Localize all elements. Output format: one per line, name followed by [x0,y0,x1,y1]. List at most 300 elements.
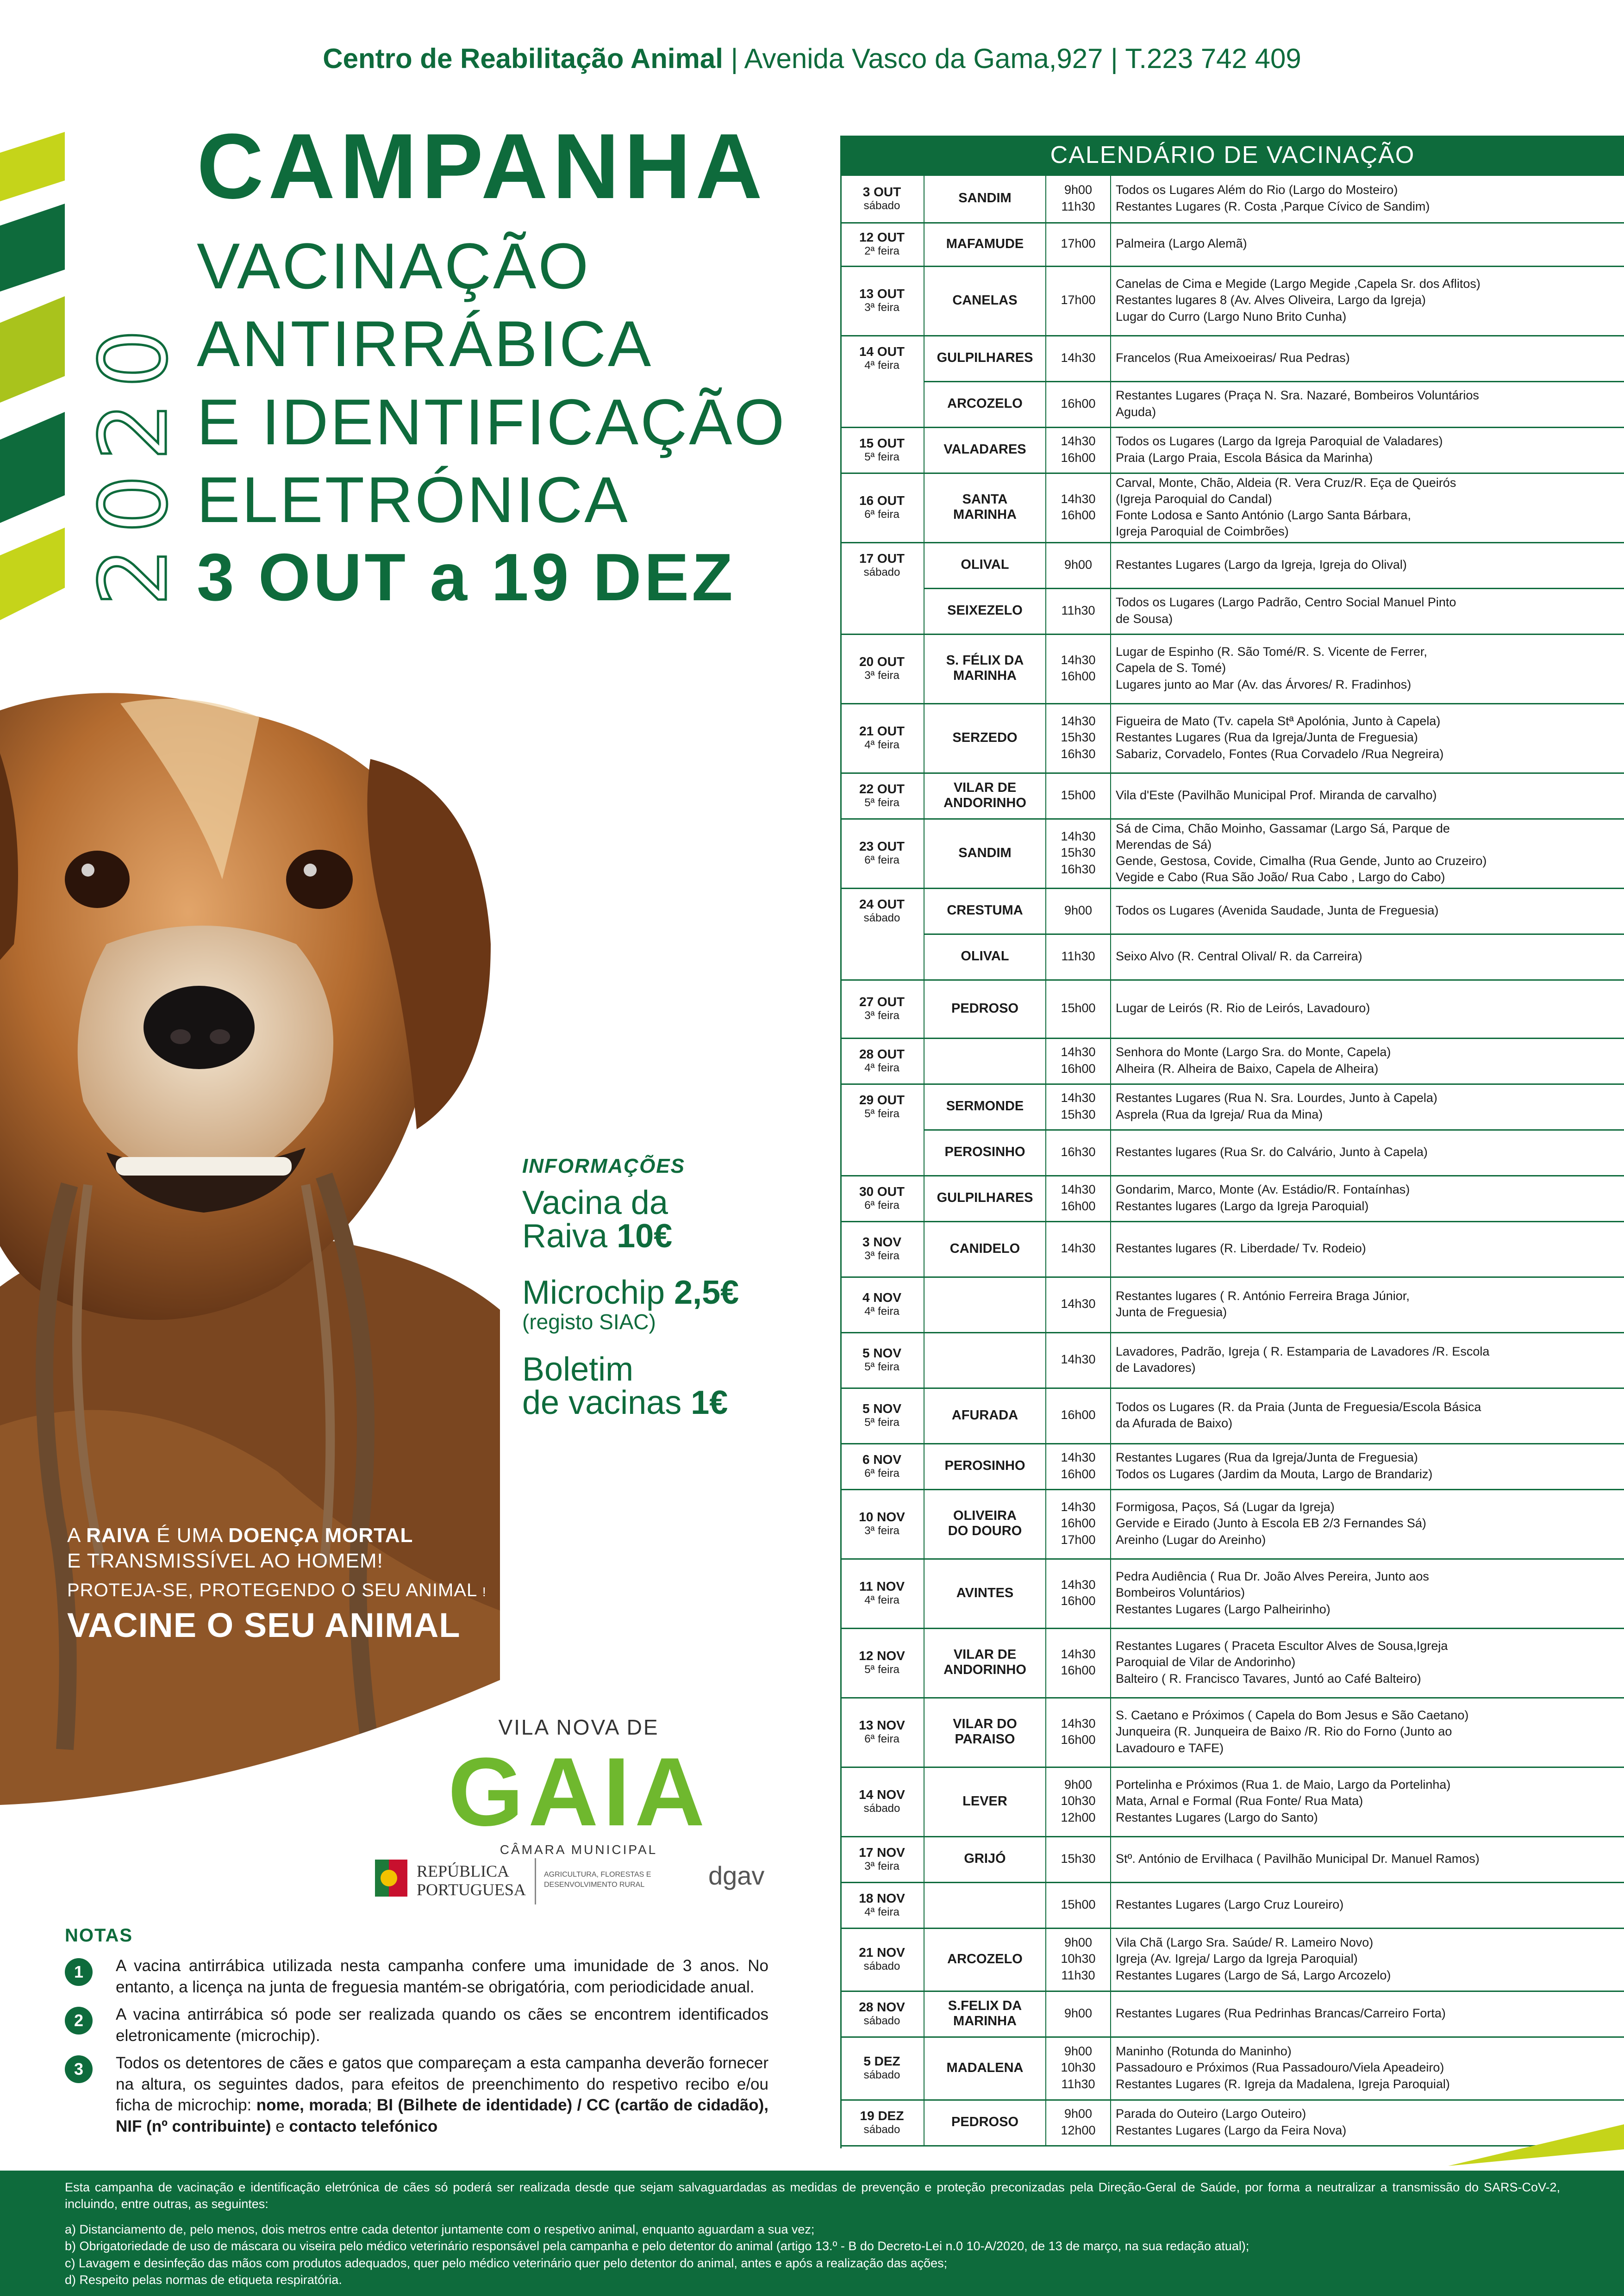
row-place: SANDIM [924,174,1046,222]
row-time: 9h00 12h00 [1046,2099,1111,2145]
row-time: 14h30 [1046,1276,1111,1332]
row-date [840,2099,924,2145]
calendar-row [840,933,1624,979]
row-location: Parada do Outeiro (Largo Outeiro) Restantes Lugares (Largo da Feira Nova) [1116,2107,1347,2137]
row-location: Restantes lugares ( R. António Ferreira Braga Júnior, Junta de Freguesia) [1116,1288,1410,1319]
msg-a: A [67,1524,87,1547]
calendar-row [840,381,1624,427]
note-text-3c: ; [367,2096,377,2114]
row-date-text: 3 NOV 3ª feira [840,1235,924,1263]
row-date [840,588,924,634]
row-place: MAFAMUDE [924,222,1046,266]
org-name: Centro de Reabilitação Animal [323,43,723,74]
row-date [840,979,924,1038]
row-time: 14h30 16h00 [1046,1175,1111,1221]
dog-photo [0,685,500,1833]
row-location: Restantes Lugares (Rua Pedrinhas Brancas/Carreiro Forta) [1116,2006,1446,2020]
gaia-wordmark: GAIA [448,1737,710,1846]
row-time: 14h30 16h00 [1046,1697,1111,1767]
row-date-text: 27 OUT 3ª feira [840,995,924,1022]
row-place: ARCOZELO [924,1928,1046,1991]
gaia-subtitle: CÂMARA MUNICIPAL [500,1842,658,1857]
row-place: AFURADA [924,1388,1046,1443]
row-day-text: 5ª feira [864,1107,899,1120]
row-date-text: 11 NOV 4ª feira [840,1579,924,1607]
row-date [840,2036,924,2099]
row-date [840,1221,924,1276]
row-location: Todos os Lugares (Largo Padrão, Centro Social Manuel Pinto de Sousa) [1116,595,1456,626]
row-separator [840,1083,1624,1085]
campaign-dates: 3 OUT a 19 DEZ [197,540,736,615]
row-separator [840,174,1624,176]
row-date-text: 24 OUT sábado [840,897,924,925]
row-time: 14h30 16h00 17h00 [1046,1489,1111,1558]
row-place: SERZEDO [924,703,1046,772]
calendar-row [840,1991,1624,2036]
notes-title: NOTAS [65,1925,133,1946]
row-separator [840,335,1624,336]
info-title: INFORMAÇÕES [522,1155,685,1177]
row-location: Todos os Lugares (Avenida Saudade, Junta de Freguesia) [1116,903,1439,917]
row-separator [840,2036,1624,2038]
note-text-2: A vacina antirrábica só pode ser realizada quando os cães se encontrem identificados eletronicamente (microchip). [116,2005,768,2045]
row-separator [840,1558,1624,1560]
row-place: OLIVAL [924,542,1046,588]
booklet-price-line [522,1386,809,1419]
row-separator [840,1928,1624,1929]
row-day-text: 3ª feira [864,1860,899,1873]
row-date [840,1697,924,1767]
footer-text [65,2179,1560,2289]
row-separator [840,2099,1624,2101]
row-time: 14h30 16h00 [1046,1443,1111,1489]
row-location: Lavadores, Padrão, Igreja ( R. Estamparia de Lavadores /R. Escola de Lavadores) [1116,1344,1490,1375]
calendar-row [840,588,1624,634]
row-location: Todos os Lugares (R. da Praia (Junta de Freguesia/Escola Básica da Afurada de Baixo) [1116,1400,1481,1430]
row-place: GULPILHARES [924,1175,1046,1221]
row-date-text: 28 OUT 4ª feira [840,1047,924,1075]
row-day-text: 4ª feira [864,1305,899,1318]
row-date-text: 18 NOV 4ª feira [840,1891,924,1919]
row-place: CANIDELO [924,1221,1046,1276]
row-separator [924,1129,1624,1131]
row-time: 17h00 [1046,266,1111,335]
row-separator [840,542,1624,543]
row-location: Carval, Monte, Chão, Aldeia (R. Vera Cruz/R. Eça de Queirós (Igreja Paroquial do Candal) Fonte Lodosa e Santo António (Largo Santa Bárbara, Igreja Paroquial de Coimbrões) [1116,475,1456,539]
row-location: Maninho (Rotunda do Maninho) Passadouro e Próximos (Rua Passadouro/Viela Apeadeiro) Restantes Lugares (R. Igreja da Madalena, Igreja Paroquial) [1116,2044,1450,2091]
row-location: Gondarim, Marco, Monte (Av. Estádio/R. Fontaínhas) Restantes lugares (Largo da Igreja Paroquial) [1116,1182,1410,1213]
row-date [840,174,924,222]
calendar-row [840,1129,1624,1175]
vaccine-label-2: Raiva [522,1218,608,1255]
calendar-row [840,174,1624,222]
row-date [840,888,924,933]
row-day-text: sábado [863,911,900,924]
row-place: SANTA MARINHA [924,473,1046,542]
row-place: GULPILHARES [924,335,1046,381]
row-location: Vila d'Este (Pavilhão Municipal Prof. Miranda de carvalho) [1116,788,1437,802]
row-day-text: sábado [863,1960,900,1972]
row-date-text: 5 NOV 5ª feira [840,1401,924,1429]
decor-stripe-4 [0,412,65,523]
row-place: PEROSINHO [924,1443,1046,1489]
row-place: SEIXEZELO [924,588,1046,634]
calendar-row [840,2036,1624,2099]
row-day-text: 4ª feira [864,1061,899,1074]
note-1 [65,1955,768,1997]
row-date [840,1388,924,1443]
row-date [840,427,924,473]
row-separator [840,1489,1624,1490]
row-time: 15h30 [1046,1836,1111,1882]
dgav-logo: dgav [708,1861,765,1890]
row-time: 9h00 [1046,542,1111,588]
row-date [840,1129,924,1175]
row-day-text: 5ª feira [864,796,899,809]
row-separator [840,979,1624,981]
row-day-text: 2ª feira [864,245,899,257]
row-place: VILAR DE ANDORINHO [924,1628,1046,1697]
row-place [924,1332,1046,1388]
footer-item-c: c) Lavagem e desinfeção das mãos com produtos adequados, quer pelo médico veterinário quer pelo detentor do animal, antes e após a realização das ações; [65,2256,948,2270]
row-date [840,335,924,381]
row-date-text: 13 NOV 6ª feira [840,1718,924,1746]
title-line-1: VACINAÇÃO [197,230,591,302]
booklet-label: Boletim [522,1351,634,1388]
row-date-text: 12 NOV 5ª feira [840,1649,924,1676]
row-day-text: sábado [863,1802,900,1815]
row-date [840,634,924,703]
row-date [840,1038,924,1083]
note-text-3b: nome, morada [256,2096,368,2114]
row-time: 9h00 10h30 12h00 [1046,1767,1111,1836]
microchip-line [522,1276,809,1309]
row-separator [840,1697,1624,1699]
row-place: CANELAS [924,266,1046,335]
protect-text: PROTEJA-SE, PROTEGENDO O SEU ANIMAL [67,1580,477,1600]
row-day-text: 4ª feira [864,1594,899,1606]
row-place: PEDROSO [924,979,1046,1038]
row-place [924,1038,1046,1083]
row-date [840,1628,924,1697]
row-date-text: 29 OUT 5ª feira [840,1093,924,1120]
row-separator [840,888,1624,889]
notes-section [65,1925,768,2143]
row-day-text: 6ª feira [864,1467,899,1480]
row-date [840,222,924,266]
microchip-label: Microchip [522,1274,665,1311]
org-address-phone: | Avenida Vasco da Gama,927 | T.223 742 409 [723,43,1301,74]
row-day-text: 6ª feira [864,508,899,521]
vaccine-label: Vacina da [522,1184,668,1221]
row-location: Restantes Lugares ( Praceta Escultor Alves de Sousa,Igreja Paroquial de Vilar de Andorinho) Balteiro ( R. Francisco Tavares, Juntó ao Café Balteiro) [1116,1639,1448,1686]
row-date [840,381,924,427]
republica-text [417,1862,526,1899]
row-day-text: 3ª feira [864,1009,899,1022]
row-separator [840,266,1624,267]
calendar-row [840,1083,1624,1129]
vaccinate-cta: VACINE O SEU ANIMAL [67,1606,461,1644]
msg-doenca: DOENÇA MORTAL [228,1524,413,1547]
calendar-title: CALENDÁRIO DE VACINAÇÃO [840,136,1624,174]
calendar-row [840,1628,1624,1697]
row-date [840,1489,924,1558]
row-date-text: 17 NOV 3ª feira [840,1845,924,1873]
row-time: 14h30 15h30 16h30 [1046,818,1111,888]
row-date [840,1836,924,1882]
row-separator [840,427,1624,428]
row-date [840,542,924,588]
row-date-text: 21 NOV sábado [840,1945,924,1973]
row-date-text: 3 OUT sábado [840,185,924,212]
row-time: 9h00 11h30 [1046,174,1111,222]
row-date-text: 17 OUT sábado [840,551,924,579]
row-date-text: 4 NOV 4ª feira [840,1290,924,1318]
row-date-text: 22 OUT 5ª feira [840,782,924,809]
row-place: CRESTUMA [924,888,1046,933]
row-day-text: 6ª feira [864,1199,899,1212]
calendar-row [840,1928,1624,1991]
row-date [840,933,924,979]
gaia-logo [417,1715,741,1857]
row-place: OLIVAL [924,933,1046,979]
row-day-text: 6ª feira [864,1733,899,1745]
row-place: SANDIM [924,818,1046,888]
calendar-row [840,266,1624,335]
row-separator [840,222,1624,224]
calendar-row [840,1489,1624,1558]
calendar-row [840,1767,1624,1836]
row-time: 9h00 10h30 11h30 [1046,1928,1111,1991]
row-time: 14h30 16h00 [1046,427,1111,473]
row-date-text: 5 DEZ sábado [840,2054,924,2082]
row-day-text: 5ª feira [864,1416,899,1429]
row-date [840,266,924,335]
row-separator [840,1767,1624,1768]
footer-intro: Esta campanha de vacinação e identificação eletrónica de cães só poderá ser realizada desde que sejam salvaguardadas as medidas de prevenção e proteção preconizadas pela Direção-Geral de Saúde, por forma a neutralizar a transmissão do SARS-CoV-2, incluindo, entre outras, as seguintes: [65,2180,1560,2211]
pricing-info [522,1155,809,1419]
row-date-text: 19 DEZ sábado [840,2109,924,2136]
row-time: 14h30 16h00 [1046,1628,1111,1697]
calendar-row [840,1836,1624,1882]
row-date [840,1083,924,1129]
note-text-3d: BI (Bilhete de identidade) / CC (cartão de cidadão), NIF (nº contribuinte) [116,2096,768,2135]
row-date [840,818,924,888]
row-place: S.FELIX DA MARINHA [924,1991,1046,2036]
row-location: Vila Chã (Largo Sra. Saúde/ R. Lameiro Novo) Igreja (Av. Igreja/ Largo da Igreja Paroquial) Restantes Lugares (Largo de Sá, Largo Arcozelo) [1116,1935,1391,1982]
row-place: VILAR DO PARAISO [924,1697,1046,1767]
row-place [924,1882,1046,1928]
row-location: Restantes Lugares (Rua N. Sra. Lourdes, Junto à Capela) Asprela (Rua da Igreja/ Rua da Mina) [1116,1091,1437,1121]
calendar-row [840,335,1624,381]
republica-line-2: PORTUGUESA [417,1880,526,1899]
row-place: AVINTES [924,1558,1046,1628]
row-time: 15h00 [1046,1882,1111,1928]
vaccine-price-line [522,1220,809,1253]
microchip-note: (registo SIAC) [522,1310,656,1334]
vaccination-calendar [840,136,1624,2148]
row-date [840,1928,924,1991]
row-separator [840,1628,1624,1629]
row-date-text: 6 NOV 6ª feira [840,1452,924,1480]
calendar-row [840,1332,1624,1388]
row-time: 14h30 [1046,1221,1111,1276]
row-location: Restantes Lugares (Rua da Igreja/Junta de Freguesia) Todos os Lugares (Jardim da Mouta, Largo de Brandariz) [1116,1450,1433,1481]
row-separator [840,772,1624,774]
row-location: Canelas de Cima e Megide (Largo Megide ,Capela Sr. dos Aflitos) Restantes lugares 8 (Av. Alves Oliveira, Largo da Igreja) Lugar do Curro (Largo Nuno Brito Cunha) [1116,277,1480,324]
rabies-warning [67,1523,530,1574]
row-separator [840,634,1624,635]
calendar-row [840,818,1624,888]
row-location: S. Caetano e Próximos ( Capela do Bom Jesus e São Caetano) Junqueira (R. Junqueira de Baixo /R. Rio do Forno (Junto ao Lavadouro e TAFE) [1116,1708,1469,1755]
row-separator [840,2145,1624,2147]
row-date [840,703,924,772]
row-location: Restantes Lugares (Praça N. Sra. Nazaré, Bombeiros Voluntários Aguda) [1116,388,1479,419]
row-location: Stº. António de Ervilhaca ( Pavilhão Municipal Dr. Manuel Ramos) [1116,1851,1480,1866]
row-date-text: 5 NOV 5ª feira [840,1346,924,1374]
calendar-row [840,1221,1624,1276]
row-day-text: 3ª feira [864,301,899,314]
title-line-4: ELETRÓNICA [197,463,630,536]
footer-item-d: d) Respeito pelas normas de etiqueta respiratória. [65,2273,342,2287]
row-time: 9h00 [1046,1991,1111,2036]
footer-item-b: b) Obrigatoriedade de uso de máscara ou viseira pelo médico veterinário responsável pela campanha e pelo detentor do animal (artigo 13.º - B do Decreto-Lei n.0 10-A/2020, de 13 de março, na sua redação atual); [65,2239,1249,2253]
row-time: 16h30 [1046,1129,1111,1175]
row-date-text: 14 OUT 4ª feira [840,344,924,372]
note-text-1: A vacina antirrábica utilizada nesta campanha confere uma imunidade de 3 anos. No entanto, a licença na junta de freguesia mantém-se obrigatória, com periodicidade anual. [116,1957,768,1996]
calendar-row [840,2099,1624,2145]
row-place: PEROSINHO [924,1129,1046,1175]
protect-mark: ! [482,1585,487,1599]
logo-divider [535,1858,536,1904]
footer-item-a: a) Distanciamento de, pelo menos, dois metros entre cada detentor juntamente com o respetivo animal, enquanto aguardam a sua vez; [65,2222,815,2236]
row-day-text: sábado [863,199,900,212]
calendar-row [840,1443,1624,1489]
note-2 [65,2004,768,2046]
row-place [924,1276,1046,1332]
row-time: 14h30 15h30 [1046,1083,1111,1129]
republica-emblem-icon [375,1860,409,1901]
row-location: Restantes Lugares (Largo da Igreja, Igreja do Olival) [1116,557,1407,572]
note-3 [65,2053,768,2137]
row-location: Seixo Alvo (R. Central Olival/ R. da Carreira) [1116,949,1362,963]
header-contact [0,43,1624,75]
row-location: Restantes lugares (R. Liberdade/ Tv. Rodeio) [1116,1241,1366,1256]
calendar-row [840,634,1624,703]
row-time: 16h00 [1046,1388,1111,1443]
row-separator [840,1443,1624,1444]
booklet-price: 1€ [691,1384,728,1421]
msg-c: É UMA [150,1524,229,1547]
calendar-row [840,1038,1624,1083]
calendar-row [840,1697,1624,1767]
row-location: Restantes lugares (Rua Sr. do Calvário, Junto à Capela) [1116,1145,1428,1159]
decor-stripe-5 [0,528,65,620]
row-location: Senhora do Monte (Largo Sra. do Monte, Capela) Alheira (R. Alheira de Baixo, Capela de Alheira) [1116,1045,1391,1076]
row-location: Palmeira (Largo Alemã) [1116,236,1247,251]
row-date-text: 15 OUT 5ª feira [840,436,924,464]
title-line-2: ANTIRRÁBICA [197,307,653,380]
msg-raiva: RAIVA [86,1524,150,1547]
calendar-row [840,427,1624,473]
row-date [840,772,924,818]
row-date [840,1276,924,1332]
row-time: 11h30 [1046,933,1111,979]
calendar-row [840,1276,1624,1332]
row-time: 14h30 [1046,1332,1111,1388]
row-day-text: sábado [863,566,900,579]
row-location: Francelos (Rua Ameixoeiras/ Rua Pedras) [1116,350,1350,365]
row-time: 16h00 [1046,381,1111,427]
partner-logos [375,1856,792,1907]
rabies-message [67,1523,530,1645]
row-date-text: 13 OUT 3ª feira [840,286,924,314]
row-separator [840,1038,1624,1039]
row-separator [840,1332,1624,1333]
row-time: 14h30 16h00 [1046,1038,1111,1083]
row-day-text: 3ª feira [864,1524,899,1537]
decor-stripe-3 [0,296,65,403]
row-day-text: 3ª feira [864,1250,899,1262]
row-place: ARCOZELO [924,381,1046,427]
row-date [840,1175,924,1221]
calendar-row [840,473,1624,542]
row-date [840,1882,924,1928]
row-time: 14h30 16h00 [1046,1558,1111,1628]
calendar-row [840,1175,1624,1221]
row-time: 14h30 16h00 [1046,473,1111,542]
decor-stripe-2 [0,204,65,292]
row-date-text: 14 NOV sábado [840,1787,924,1815]
calendar-row [840,979,1624,1038]
row-place: PEDROSO [924,2099,1046,2145]
row-separator [840,1882,1624,1883]
row-location: Lugar de Espinho (R. São Tomé/R. S. Vicente de Ferrer, Capela de S. Tomé) Lugares junto ao Mar (Av. das Árvores/ R. Fradinhos) [1116,645,1427,691]
row-place: LEVER [924,1767,1046,1836]
row-day-text: 4ª feira [864,359,899,372]
row-day-text: 4ª feira [864,1905,899,1918]
row-location: Todos os Lugares Além do Rio (Largo do Mosteiro) Restantes Lugares (R. Costa ,Parque Cívico de Sandim) [1116,183,1430,213]
note-text-3a: Todos os detentores de cães e gatos que compareçam a esta campanha deverão fornecer na altura, os seguintes dados, para efeitos de preenchimento do respetivo recibo e/ou ficha de microchip: [116,2054,768,2114]
vaccine-price: 10€ [617,1218,673,1255]
row-location: Formigosa, Paços, Sá (Lugar da Igreja) Gervide e Eirado (Junto à Escola EB 2/3 Fernandes Sá) Areinho (Lugar do Areinho) [1116,1500,1426,1547]
row-location: Portelinha e Próximos (Rua 1. de Maio, Largo da Portelinha) Mata, Arnal e Formal (Rua Fonte/ Rua Mata) Restantes Lugares (Largo do Santo) [1116,1778,1451,1824]
row-day-text: sábado [863,2069,900,2081]
row-place: MADALENA [924,2036,1046,2099]
row-separator [840,473,1624,474]
decor-stripe-1 [0,132,65,201]
row-separator [924,933,1624,935]
row-location: Sá de Cima, Chão Moinho, Gassamar (Largo Sá, Parque de Merendas de Sá) Gende, Gestosa, Covide, Cimalha (Rua Gende, Junto ao Cruzeiro) Vegide e Cabo (Rua São João/ Rua Cabo , Largo do Cabo) [1116,821,1487,884]
row-separator [840,1221,1624,1222]
row-time: 9h00 [1046,888,1111,933]
row-day-text: 5ª feira [864,1361,899,1373]
row-time: 14h30 15h30 16h30 [1046,703,1111,772]
calendar-row [840,222,1624,266]
calendar-body [840,174,1624,2148]
title-campanha: CAMPANHA [197,115,767,218]
row-date [840,1443,924,1489]
booklet-label-2: de vacinas [522,1384,682,1421]
row-separator [840,1175,1624,1176]
row-location: Figueira de Mato (Tv. capela Stª Apolónia, Junto à Capela) Restantes Lugares (Rua da Igreja/Junta de Freguesia) Sabariz, Corvadelo, Fontes (Rua Corvadelo /Rua Negreira) [1116,714,1444,761]
row-day-text: sábado [863,2123,900,2136]
row-date [840,1558,924,1628]
note-number-3: 3 [65,2055,93,2083]
row-location: Pedra Audiência ( Rua Dr. João Alves Pereira, Junto aos Bombeiros Voluntários) Restantes Lugares (Largo Palheirinho) [1116,1569,1429,1616]
republica-line-1: REPÚBLICA [417,1862,510,1880]
row-date [840,473,924,542]
